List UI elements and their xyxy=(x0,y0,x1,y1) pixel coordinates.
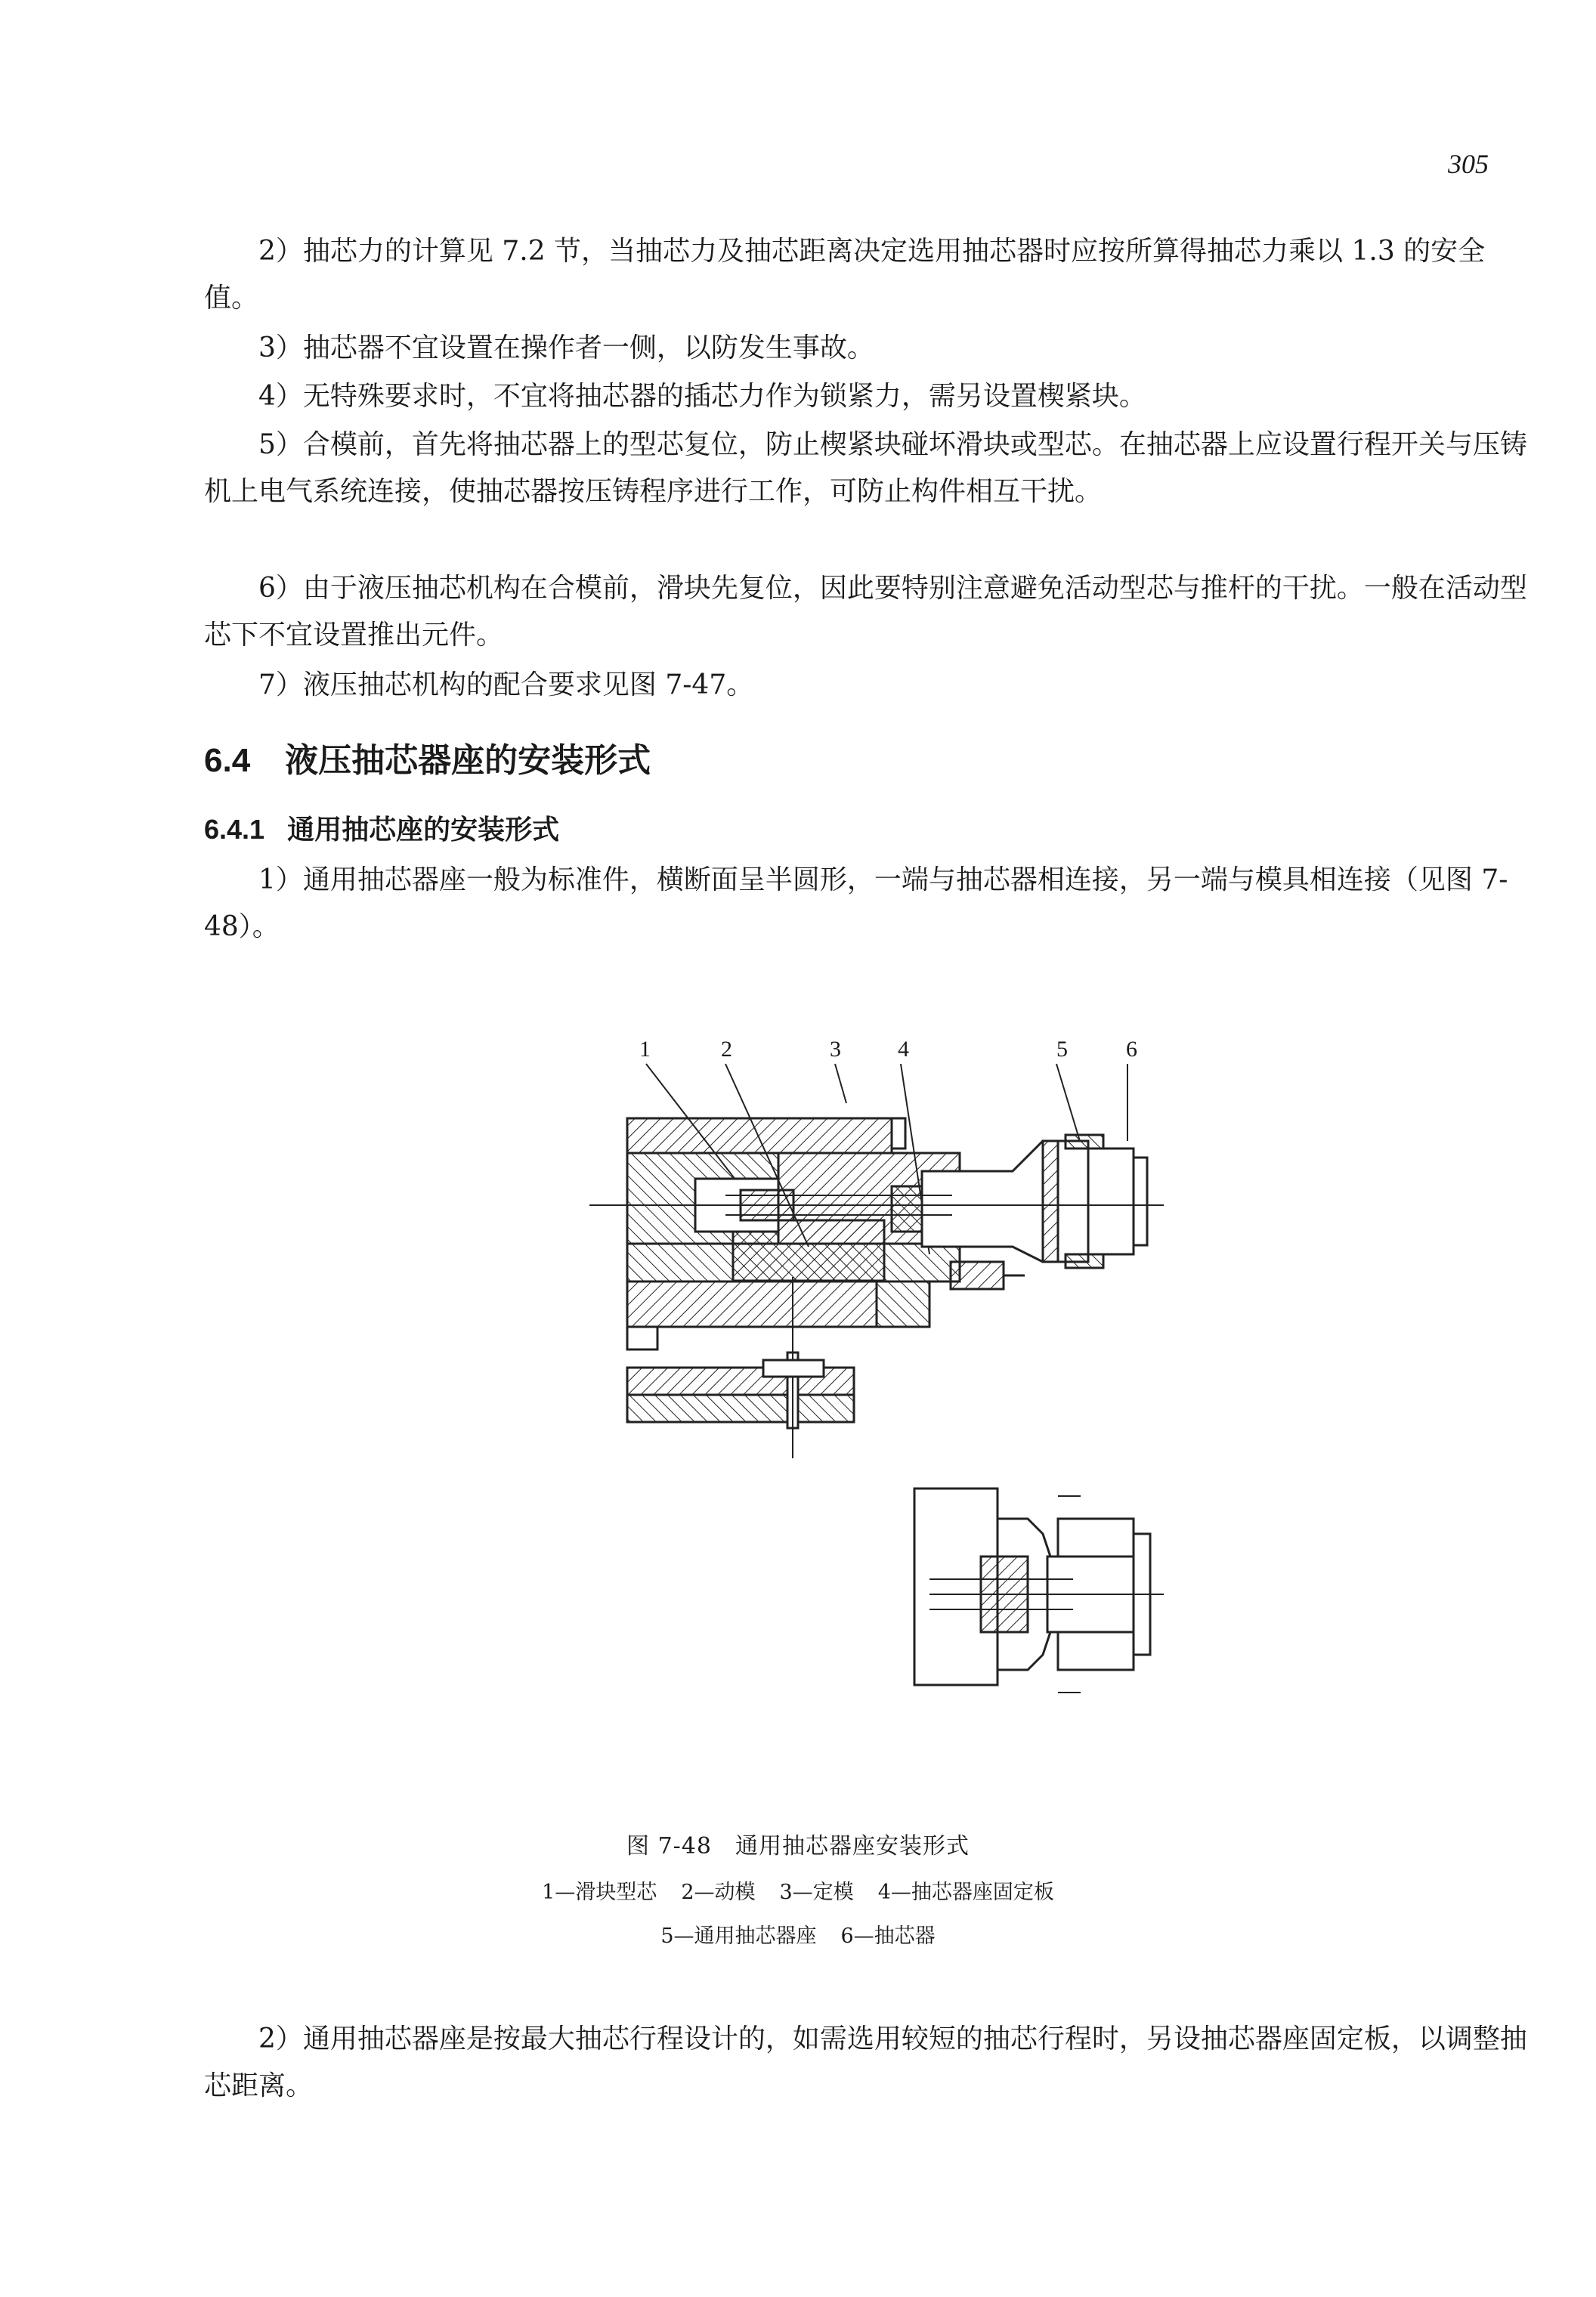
section-heading xyxy=(204,733,651,781)
legend-item: 4—抽芯器座固定板 xyxy=(877,1881,1054,1904)
subsection-title: 通用抽芯座的安装形式 xyxy=(287,814,560,846)
legend-item: 2—动模 xyxy=(681,1881,756,1904)
figure-legend-line1 xyxy=(0,1875,1596,1905)
page-number: 305 xyxy=(1448,149,1489,179)
section-title: 液压抽芯器座的安装形式 xyxy=(285,741,651,780)
part-label-2: 2 xyxy=(721,1037,732,1062)
paragraph-7: 7）液压抽芯机构的配合要求见图 7-47。 xyxy=(258,669,754,700)
paragraph-5: 5）合模前，首先将抽芯器上的型芯复位，防止楔紧块碰坏滑块或型芯。在抽芯器上应设置行程开关与压铸机上电气系统连接，使抽芯器按压铸程序进行工作，可防止构件相互干扰。 xyxy=(204,429,1527,507)
legend-item: 3—定模 xyxy=(779,1881,854,1904)
figure-caption: 图 7-48 通用抽芯器座安装形式 xyxy=(626,1833,970,1860)
paragraph-sub1: 1）通用抽芯器座一般为标准件，横断面呈半圆形，一端与抽芯器相连接，另一端与模具相连接（见图 7-48）。 xyxy=(204,864,1508,942)
upper-assembly xyxy=(589,1118,1164,1458)
subsection-number: 6.4.1 xyxy=(204,814,265,845)
lower-assembly xyxy=(914,1489,1164,1693)
legend-item: 1—滑块型芯 xyxy=(542,1881,657,1904)
paragraph-6: 6）由于液压抽芯机构在合模前，滑块先复位，因此要特别注意避免活动型芯与推杆的干扰。一般在活动型芯下不宜设置推出元件。 xyxy=(204,573,1527,651)
part-label-6: 6 xyxy=(1126,1037,1137,1062)
paragraph-3: 3）抽芯器不宜设置在操作者一侧，以防发生事故。 xyxy=(258,332,874,363)
part-label-3: 3 xyxy=(830,1037,841,1062)
paragraph-4: 4）无特殊要求时，不宜将抽芯器的插芯力作为锁紧力，需另设置楔紧块。 xyxy=(258,381,1146,412)
part-label-5: 5 xyxy=(1056,1037,1068,1062)
section-number: 6.4 xyxy=(204,742,251,779)
subsection-heading xyxy=(204,808,559,847)
paragraph-bottom: 2）通用抽芯器座是按最大抽芯行程设计的，如需选用较短的抽芯行程时，另设抽芯器座固定板，以调整抽芯距离。 xyxy=(204,2023,1527,2101)
part-label-1: 1 xyxy=(639,1037,651,1062)
legend-item: 5—通用抽芯器座 xyxy=(660,1924,817,1948)
part-label-4: 4 xyxy=(898,1037,909,1062)
legend-item: 6—抽芯器 xyxy=(840,1924,936,1948)
paragraph-2: 2）抽芯力的计算见 7.2 节，当抽芯力及抽芯距离决定选用抽芯器时应按所算得抽芯力乘以 1.3 的安全值。 xyxy=(204,236,1486,314)
mechanical-drawing xyxy=(589,1035,1194,1708)
figure-legend-line2 xyxy=(0,1919,1596,1949)
